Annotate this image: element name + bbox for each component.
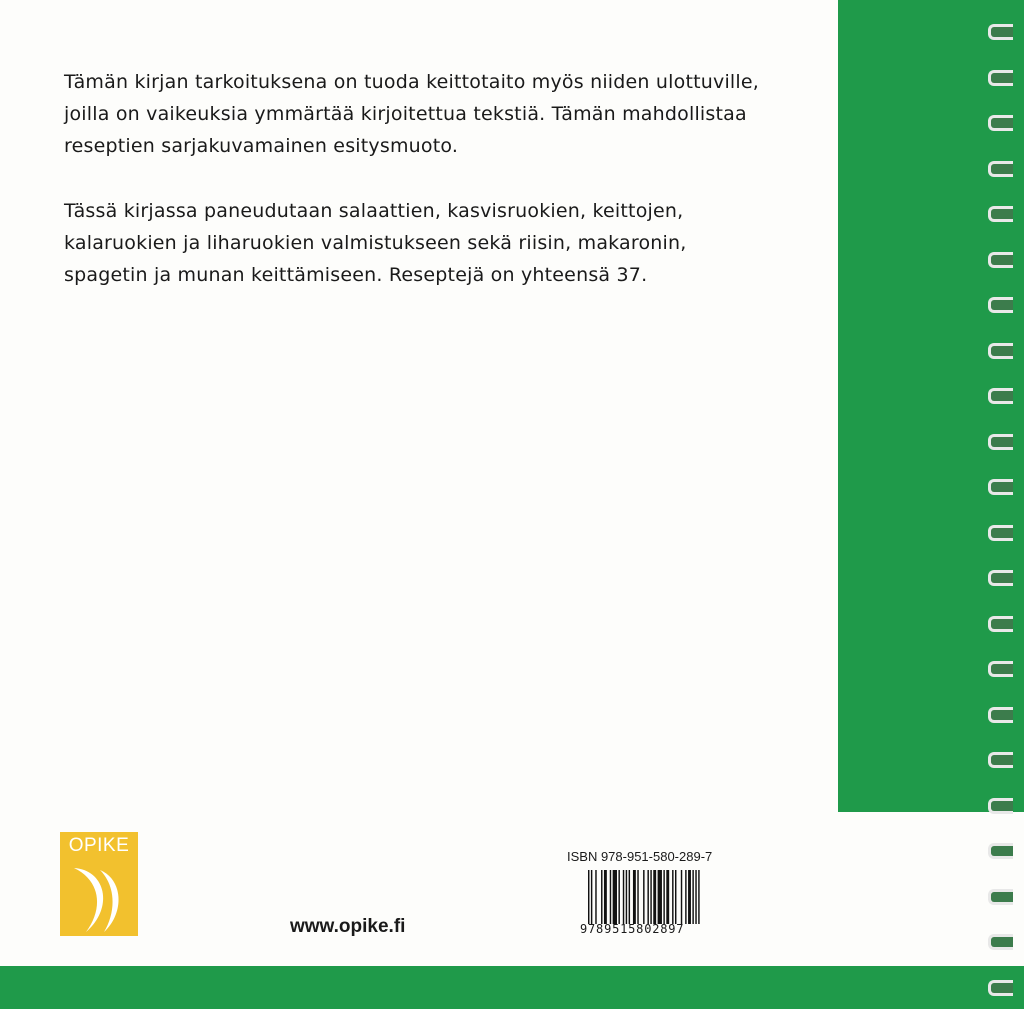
binding-loop xyxy=(988,570,1013,586)
binding-loop xyxy=(988,980,1013,996)
binding-loop xyxy=(988,661,1013,677)
paragraph-1-text: Tämän kirjan tarkoituksena on tuoda keittotaito myös niiden ulottuville, joilla on vaikeuksia ymmärtää kirjoitettua tekstiä. Tämän mahdollistaa reseptien sarjakuvamainen esitysmuoto. xyxy=(64,71,760,157)
description-paragraph-2 xyxy=(64,195,764,291)
binding-loop xyxy=(988,934,1013,950)
binding-loop xyxy=(988,616,1013,632)
binding-loop xyxy=(988,843,1013,859)
green-bottom-band xyxy=(0,966,1024,1009)
binding-loop xyxy=(988,297,1013,313)
publisher-logo xyxy=(60,832,138,936)
binding-loop xyxy=(988,161,1013,177)
barcode-digits: 9789515802897 xyxy=(580,922,685,936)
publisher-website: www.opike.fi xyxy=(290,916,406,937)
barcode xyxy=(588,870,730,924)
binding-loop xyxy=(988,752,1013,768)
binding-loop xyxy=(988,252,1013,268)
binding-loop xyxy=(988,24,1013,40)
binding-loop xyxy=(988,707,1013,723)
paragraph-2-text: Tässä kirjassa paneudutaan salaattien, kasvisruokien, keittojen, kalaruokien ja liharuokien valmistukseen sekä riisin, makaronin, spagetin ja munan keittämiseen. Reseptejä on yhteensä 37. xyxy=(64,200,687,286)
logo-text: OPIKE xyxy=(68,835,130,856)
binding-loop xyxy=(988,434,1013,450)
logo-arc-icon xyxy=(60,858,138,936)
binding-loop xyxy=(988,388,1013,404)
binding-loop xyxy=(988,70,1013,86)
binding-loop xyxy=(988,343,1013,359)
binding-loop xyxy=(988,206,1013,222)
spiral-binding xyxy=(980,0,1024,1009)
binding-loop xyxy=(988,798,1013,814)
isbn-label: ISBN 978-951-580-289-7 xyxy=(567,849,713,864)
description-paragraph-1 xyxy=(64,66,764,162)
binding-loop xyxy=(988,479,1013,495)
binding-loop xyxy=(988,115,1013,131)
binding-loop xyxy=(988,889,1013,905)
binding-loop xyxy=(988,525,1013,541)
